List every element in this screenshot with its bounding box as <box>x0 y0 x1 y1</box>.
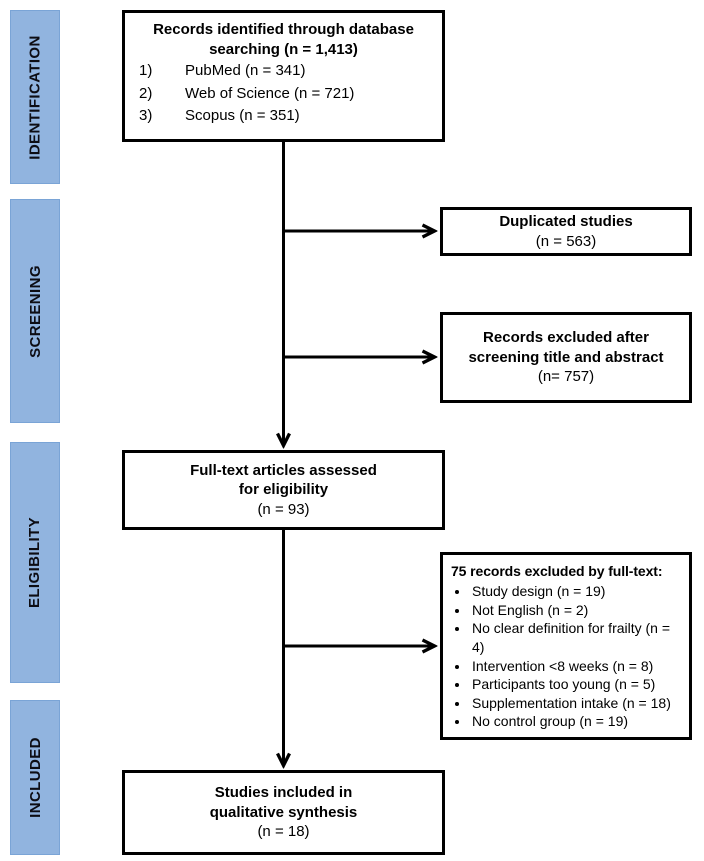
list-item: • Participants too young (n = 5) <box>470 675 685 694</box>
list-item-number: 3) <box>139 107 153 124</box>
stage-label-screening: SCREENING <box>26 264 44 358</box>
records-identified-title: Records identified through database searching (n = 1,413) <box>153 21 414 58</box>
studies-included-count: (n = 18) <box>257 823 310 841</box>
list-item-number: 2) <box>139 84 153 102</box>
fulltext-excluded-title: 75 records excluded by full-text: <box>451 563 663 579</box>
list-item: • Not English (n = 2) <box>470 601 685 620</box>
list-item <box>131 105 436 128</box>
stage-bar-identification <box>10 10 60 184</box>
stage-bar-screening <box>10 199 60 423</box>
exclusion-reason-list <box>451 582 685 731</box>
list-item <box>131 83 436 106</box>
fulltext-assessed-count: (n = 93) <box>257 500 310 518</box>
box-screening-excluded <box>440 312 692 403</box>
box-records-identified <box>122 10 445 142</box>
box-fulltext-excluded <box>440 552 692 740</box>
list-item-label: Scopus (n = 351) <box>185 107 300 124</box>
list-item-label: PubMed (n = 341) <box>185 62 306 79</box>
list-item-label: Web of Science (n = 721) <box>185 84 355 102</box>
fulltext-assessed-title: Full-text articles assessed for eligibility <box>190 461 377 499</box>
list-item: • Study design (n = 19) <box>470 582 685 601</box>
list-item: • No clear definition for frailty (n = 4) <box>470 619 685 656</box>
list-item-number: 1) <box>139 62 153 79</box>
stage-label-eligibility: ELIGIBILITY <box>26 516 44 609</box>
list-item: • Intervention <8 weeks (n = 8) <box>470 657 685 676</box>
list-item <box>131 60 436 83</box>
list-item: • No control group (n = 19) <box>470 712 685 731</box>
stage-bar-eligibility <box>10 442 60 683</box>
screening-excluded-title: Records excluded after screening title and abstract <box>468 329 664 366</box>
box-duplicated-studies <box>440 207 692 256</box>
list-item: • Supplementation intake (n = 18) <box>470 694 685 713</box>
duplicated-studies-title: Duplicated studies <box>499 213 633 230</box>
stage-label-identification: IDENTIFICATION <box>26 34 44 160</box>
box-studies-included <box>122 770 445 855</box>
studies-included-title: Studies included in qualitative synthesis <box>209 784 358 821</box>
stage-bar-included <box>10 700 60 855</box>
box-fulltext-assessed <box>122 450 445 530</box>
database-source-list <box>131 60 436 128</box>
screening-excluded-count: (n= 757) <box>537 368 595 386</box>
duplicated-studies-count: (n = 563) <box>535 232 597 250</box>
stage-label-included: INCLUDED <box>26 737 44 818</box>
